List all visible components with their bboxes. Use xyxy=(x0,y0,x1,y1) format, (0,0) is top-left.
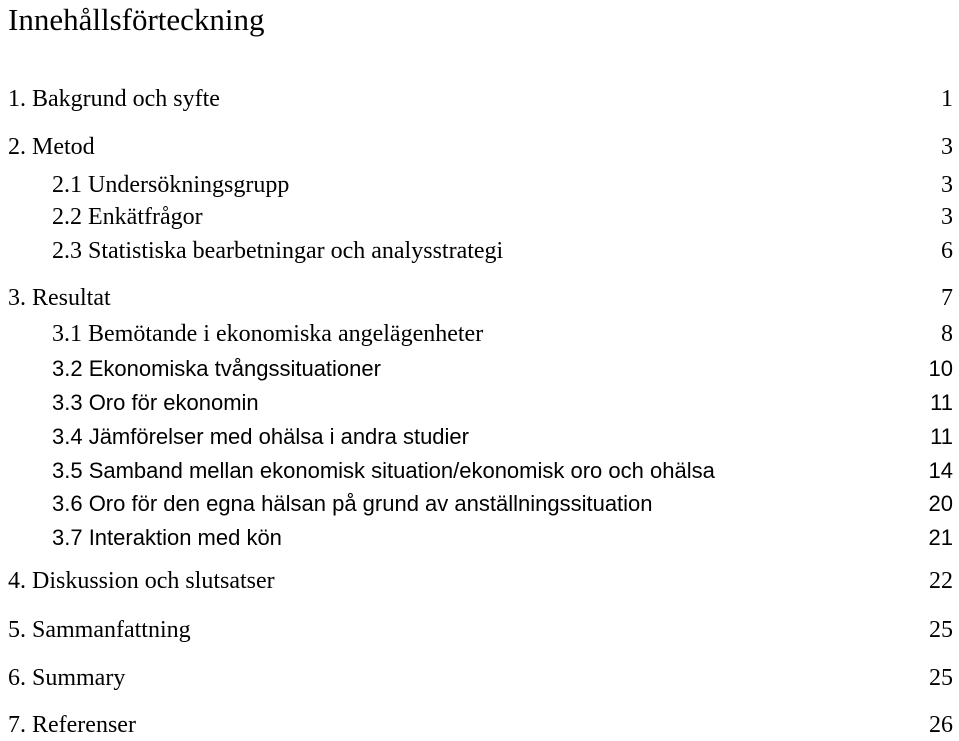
toc-entry-page: 1 xyxy=(941,86,953,112)
toc-entry-page: 20 xyxy=(928,491,953,516)
toc-entry-metod[interactable] xyxy=(0,131,959,163)
toc-entry-page: 3 xyxy=(941,134,953,160)
toc-entry-page: 10 xyxy=(928,356,953,381)
toc-entry-resultat[interactable] xyxy=(0,282,959,314)
toc-entry-page: 6 xyxy=(941,238,953,264)
toc-entry-page: 25 xyxy=(929,665,953,691)
toc-entry-page: 3 xyxy=(941,204,953,230)
toc-entry-samband[interactable] xyxy=(0,455,959,487)
toc-entry-label: 2. Metod xyxy=(8,134,95,160)
toc-entry-page: 14 xyxy=(928,458,953,483)
toc-entry-label: 3.1 Bemötande i ekonomiska angelägenheter xyxy=(52,321,484,347)
toc-entry-label: 4. Diskussion och slutsatser xyxy=(8,568,275,594)
toc-entry-bemotande[interactable] xyxy=(0,318,959,350)
toc-entry-undersokningsgrupp[interactable] xyxy=(0,169,959,201)
toc-entry-page: 22 xyxy=(929,568,953,594)
toc-entry-jamforelser[interactable] xyxy=(0,421,959,453)
toc-entry-oro-for-halsan[interactable] xyxy=(0,488,959,520)
toc-entry-oro-for-ekonomin[interactable] xyxy=(0,387,959,419)
toc-entry-page: 7 xyxy=(941,285,953,311)
toc-entry-page: 21 xyxy=(928,525,953,550)
toc-entry-enkatfragor[interactable] xyxy=(0,201,959,233)
toc-entry-sammanfattning[interactable] xyxy=(0,614,959,646)
toc-entry-page: 11 xyxy=(930,424,953,449)
toc-entry-label: 3. Resultat xyxy=(8,285,111,311)
toc-entry-label: 1. Bakgrund och syfte xyxy=(8,86,220,112)
toc-entry-label: 5. Sammanfattning xyxy=(8,617,191,643)
toc-entry-tvangssituationer[interactable] xyxy=(0,353,959,385)
toc-entry-page: 11 xyxy=(930,390,953,415)
toc-entry-label: 3.5 Samband mellan ekonomisk situation/ekonomisk oro och ohälsa xyxy=(52,458,715,483)
toc-entry-page: 25 xyxy=(929,617,953,643)
toc-entry-label: 2.3 Statistiska bearbetningar och analysstrategi xyxy=(52,238,504,264)
toc-entry-diskussion[interactable] xyxy=(0,565,959,597)
toc-entry-interaktion[interactable] xyxy=(0,522,959,554)
toc-entry-label: 3.2 Ekonomiska tvångssituationer xyxy=(52,356,381,381)
toc-entry-label: 6. Summary xyxy=(8,665,126,691)
toc-entry-label: 3.4 Jämförelser med ohälsa i andra studier xyxy=(52,424,469,449)
toc-entry-label: 2.2 Enkätfrågor xyxy=(52,204,203,230)
toc-entry-label: 3.7 Interaktion med kön xyxy=(52,525,282,550)
toc-entry-referenser[interactable] xyxy=(0,709,959,741)
toc-entry-page: 8 xyxy=(941,321,953,347)
toc-entry-page: 3 xyxy=(941,172,953,198)
toc-entry-label: 7. Referenser xyxy=(8,712,136,738)
toc-entry-summary[interactable] xyxy=(0,662,959,694)
toc-entry-statistiska-bearbetningar[interactable] xyxy=(0,235,959,267)
toc-entry-bakgrund[interactable] xyxy=(0,83,959,115)
toc-entry-label: 2.1 Undersökningsgrupp xyxy=(52,172,290,198)
page-title: Innehållsförteckning xyxy=(8,2,265,37)
toc-entry-page: 26 xyxy=(929,712,953,738)
toc-entry-label: 3.6 Oro för den egna hälsan på grund av anställningssituation xyxy=(52,491,653,516)
toc-entry-label: 3.3 Oro för ekonomin xyxy=(52,390,259,415)
